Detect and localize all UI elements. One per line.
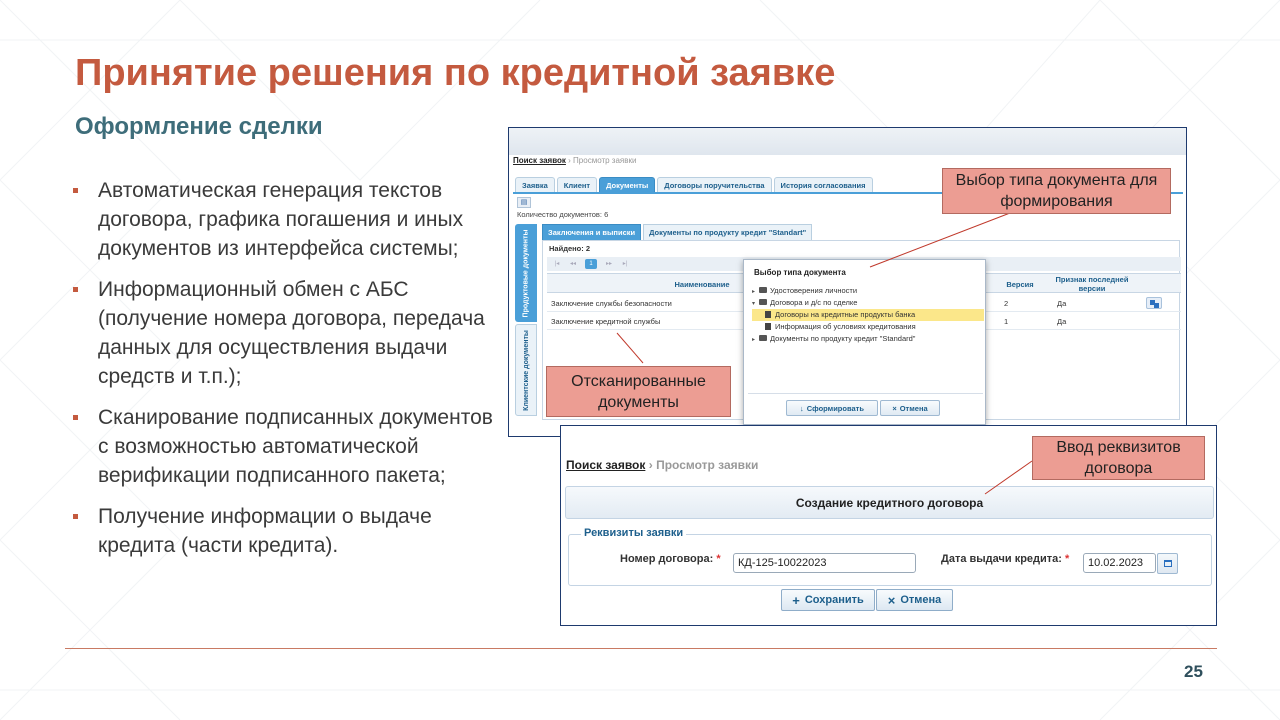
tree-node[interactable]	[752, 321, 984, 333]
subtab-conclusions[interactable]: Заключения и выписки	[542, 224, 641, 241]
column-name[interactable]: Наименование	[674, 280, 730, 289]
tab-application[interactable]: Заявка	[515, 177, 555, 193]
tree-node-label: Удостоверения личности	[770, 286, 858, 295]
calendar-icon[interactable]	[1157, 553, 1178, 574]
side-tab-client-documents[interactable]	[515, 324, 537, 416]
bullet-text: Сканирование подписанных документов с возможностью автоматической верификации подписанного пакета;	[98, 406, 493, 487]
contract-number-field[interactable]: КД-125-10022023	[733, 553, 916, 573]
row-last-version: Да	[1057, 299, 1067, 308]
breadcrumb	[513, 156, 636, 165]
bullet-marker	[73, 514, 78, 519]
callout-contract-requisites: Ввод реквизитов договора	[1032, 436, 1205, 480]
contract-number-label-text: Номер договора:	[620, 553, 714, 565]
callout-scanned-documents: Отсканированные документы	[546, 366, 731, 417]
tree-node-label: Документы по продукту кредит "Standard"	[770, 334, 916, 343]
document-icon	[765, 311, 771, 318]
side-tab-label: Продуктовые документы	[522, 229, 530, 317]
bullet-item	[73, 403, 503, 490]
contract-number-label	[620, 553, 721, 565]
copy-icon[interactable]	[1146, 297, 1162, 309]
breadcrumb-separator-icon: ›	[568, 156, 574, 165]
bullet-marker	[73, 287, 78, 292]
breadcrumb-current: Просмотр заявки	[656, 458, 759, 472]
subtab-product-documents[interactable]: Документы по продукту кредит "Standart"	[643, 224, 812, 241]
tree-node-selected[interactable]	[752, 309, 984, 321]
form-header: Создание кредитного договора	[565, 486, 1214, 519]
row-version: 2	[1004, 299, 1009, 308]
generate-button[interactable]	[786, 400, 878, 416]
folder-icon	[759, 287, 767, 293]
bullet-marker	[73, 188, 78, 193]
side-tab-product-documents[interactable]	[515, 224, 537, 322]
bullet-text: Информационный обмен с АБС (получение номера договора, передача данных для осуществления выдачи средств и т.п.);	[98, 278, 485, 388]
expand-arrow-icon[interactable]: ▸	[752, 289, 756, 295]
sub-tabs	[542, 224, 812, 241]
document-type-dialog	[743, 259, 986, 425]
tree-node[interactable]	[752, 285, 984, 297]
issue-date-label	[941, 553, 1069, 565]
bullet-item	[73, 275, 503, 391]
tab-client[interactable]: Клиент	[557, 177, 597, 193]
bullet-text: Автоматическая генерация текстов договора, графика погашения и иных документов из интерфейса системы;	[98, 179, 464, 260]
row-version: 1	[1004, 317, 1009, 326]
dialog-divider	[748, 393, 983, 394]
close-icon: ×	[887, 592, 896, 608]
main-tabs	[515, 177, 873, 193]
column-version[interactable]: Версия	[1006, 280, 1034, 289]
tree-node-label: Договора и д/с по сделке	[770, 298, 858, 307]
tree-node[interactable]	[752, 333, 984, 345]
cancel-button[interactable]	[880, 400, 940, 416]
folder-icon	[759, 335, 767, 341]
prev-page-icon[interactable]: ◂◂	[569, 261, 577, 267]
last-page-icon[interactable]: ▸|	[622, 261, 628, 267]
breadcrumb-search-link[interactable]: Поиск заявок	[513, 156, 566, 165]
issue-date-label-text: Дата выдачи кредита:	[941, 553, 1062, 565]
save-button-label: Сохранить	[804, 594, 864, 606]
required-mark: *	[1065, 553, 1070, 565]
breadcrumb	[566, 458, 758, 472]
bullet-item	[73, 176, 503, 263]
slide-title: Принятие решения по кредитной заявке	[75, 52, 836, 94]
close-icon: ×	[892, 403, 897, 413]
collapse-arrow-icon[interactable]: ▾	[752, 301, 756, 307]
callout-document-type: Выбор типа документа для формирования	[942, 168, 1171, 214]
dialog-title: Выбор типа документа	[754, 268, 846, 277]
row-name: Заключение службы безопасности	[551, 299, 672, 308]
next-page-icon[interactable]: ▸▸	[605, 261, 613, 267]
download-icon: ↓	[800, 403, 804, 413]
tree-node-label: Договоры на кредитные продукты банка	[775, 310, 916, 319]
column-last-version[interactable]: Признак последней версии	[1055, 275, 1129, 293]
plus-icon: +	[792, 592, 800, 608]
book-icon[interactable]: ▤	[517, 197, 531, 208]
bullet-item	[73, 502, 503, 560]
tree-node-label: Информация об условиях кредитования	[775, 322, 916, 331]
row-name: Заключение кредитной службы	[551, 317, 661, 326]
app-topbar	[509, 128, 1186, 155]
tab-guarantee-contracts[interactable]: Договоры поручительства	[657, 177, 771, 193]
breadcrumb-current: Просмотр заявки	[573, 156, 637, 165]
fieldset-legend: Реквизиты заявки	[581, 527, 686, 539]
save-button[interactable]	[781, 589, 875, 611]
bullet-text: Получение информации о выдаче кредита (части кредита).	[98, 505, 432, 557]
tab-approval-history[interactable]: История согласования	[774, 177, 873, 193]
breadcrumb-separator-icon: ›	[648, 458, 657, 472]
side-tabs	[515, 224, 537, 416]
found-count: Найдено: 2	[549, 244, 590, 253]
first-page-icon[interactable]: |◂	[554, 261, 560, 267]
generate-button-label: Сформировать	[806, 403, 864, 413]
page-number: 25	[1184, 662, 1203, 681]
current-page[interactable]: 1	[585, 259, 597, 269]
slide-subtitle: Оформление сделки	[75, 113, 323, 140]
row-last-version: Да	[1057, 317, 1067, 326]
bullet-list	[73, 176, 503, 572]
document-icon	[765, 323, 771, 330]
document-type-tree	[752, 285, 984, 345]
breadcrumb-search-link[interactable]: Поиск заявок	[566, 458, 646, 472]
cancel-button[interactable]	[876, 589, 953, 611]
side-tab-label: Клиентские документы	[522, 329, 530, 411]
required-mark: *	[716, 553, 721, 565]
expand-arrow-icon[interactable]: ▸	[752, 337, 756, 343]
cancel-button-label: Отмена	[899, 403, 928, 413]
document-count: Количество документов: 6	[517, 210, 609, 219]
bullet-marker	[73, 415, 78, 420]
issue-date-field[interactable]: 10.02.2023	[1083, 553, 1156, 573]
folder-icon	[759, 299, 767, 305]
cancel-button-label: Отмена	[900, 594, 942, 606]
tree-node[interactable]	[752, 297, 984, 309]
tab-documents[interactable]: Документы	[599, 177, 655, 193]
footer-divider	[65, 648, 1217, 649]
